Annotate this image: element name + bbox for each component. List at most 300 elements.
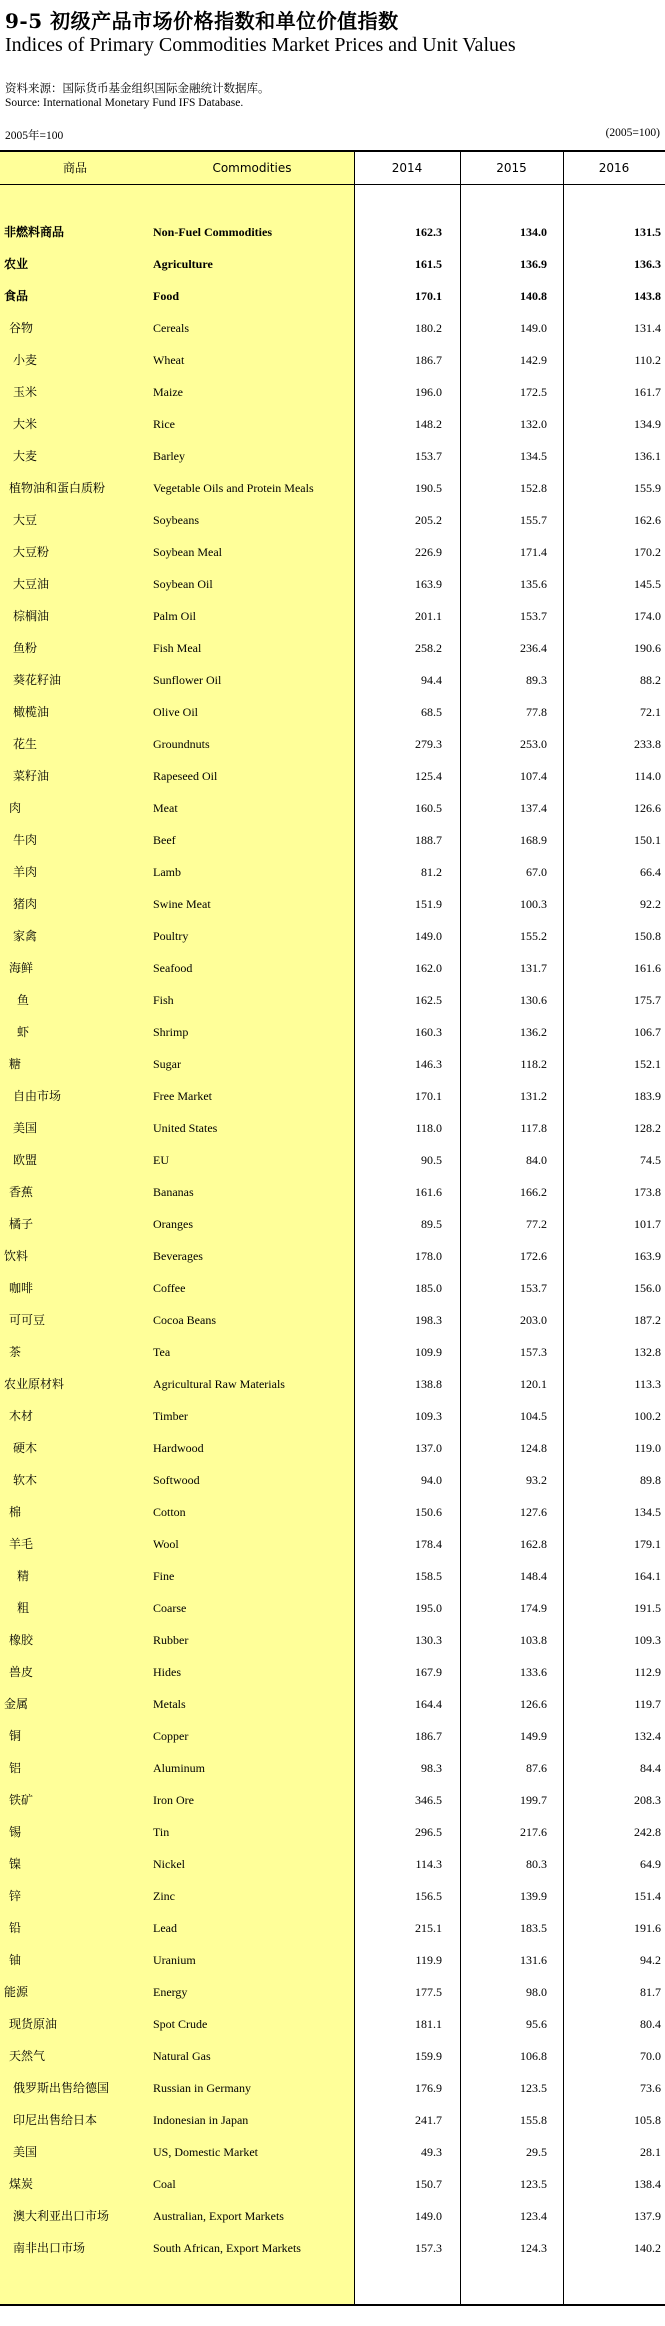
table-row	[0, 472, 665, 504]
commodity-name-cn: 铜	[9, 1729, 22, 1743]
commodity-name-en: Fish Meal	[153, 641, 202, 655]
commodity-name-en: Iron Ore	[153, 1793, 194, 1807]
value-2016: 131.5	[634, 225, 661, 239]
commodity-name-cn: 饮料	[4, 1249, 29, 1263]
table-row	[0, 2168, 665, 2200]
commodity-name-en: Hides	[153, 1665, 181, 1679]
value-2016: 132.8	[634, 1345, 661, 1359]
commodity-name-cn: 镍	[9, 1857, 22, 1871]
commodity-name-cn: 现货原油	[9, 2017, 58, 2031]
commodity-name-cn: 兽皮	[9, 1665, 34, 1679]
commodity-name-en: Poultry	[153, 929, 189, 943]
value-2014: 161.5	[415, 257, 442, 271]
table-row	[0, 600, 665, 632]
commodity-name-cn: 俄罗斯出售给德国	[13, 2081, 110, 2095]
commodity-name-cn: 美国	[13, 1121, 38, 1135]
value-2015: 131.2	[520, 1089, 547, 1103]
commodity-name-cn: 天然气	[9, 2049, 46, 2063]
value-2015: 29.5	[526, 2145, 547, 2159]
value-2015: 80.3	[526, 1857, 547, 1871]
value-2015: 124.8	[520, 1441, 547, 1455]
value-2014: 226.9	[415, 545, 442, 559]
table-row	[0, 248, 665, 280]
commodity-name-en: South African, Export Markets	[153, 2241, 301, 2255]
page-title-cn: 9-5 初级产品市场价格指数和单位价值指数	[5, 9, 399, 33]
header-commodity-cn: 商品	[62, 161, 87, 175]
commodity-name-cn: 牛肉	[13, 833, 38, 847]
commodity-name-en: Australian, Export Markets	[153, 2209, 284, 2223]
value-2016: 74.5	[640, 1153, 661, 1167]
commodity-name-cn: 金属	[4, 1697, 29, 1711]
commodity-name-cn: 谷物	[9, 321, 34, 335]
value-2014: 89.5	[421, 1217, 442, 1231]
commodity-name-cn: 大麦	[13, 449, 38, 463]
value-2015: 152.8	[520, 481, 547, 495]
commodity-name-cn: 铝	[9, 1761, 22, 1775]
value-2015: 134.0	[520, 225, 547, 239]
table-row	[0, 952, 665, 984]
commodity-name-en: EU	[153, 1153, 169, 1167]
value-2015: 183.5	[520, 1921, 547, 1935]
value-2015: 137.4	[520, 801, 547, 815]
commodity-name-en: Fine	[153, 1569, 175, 1583]
value-2015: 123.4	[520, 2209, 547, 2223]
value-2014: 161.6	[415, 1185, 442, 1199]
table-row	[0, 504, 665, 536]
value-2016: 132.4	[634, 1729, 661, 1743]
value-2014: 125.4	[415, 769, 442, 783]
value-2016: 242.8	[634, 1825, 661, 1839]
commodity-name-en: Spot Crude	[153, 2017, 208, 2031]
table-row	[0, 1912, 665, 1944]
table-row	[0, 2040, 665, 2072]
value-2015: 133.6	[520, 1665, 547, 1679]
value-2014: 215.1	[415, 1921, 442, 1935]
value-2014: 190.5	[415, 481, 442, 495]
commodity-name-en: Coffee	[153, 1281, 186, 1295]
table-row	[0, 1752, 665, 1784]
commodity-name-en: Lead	[153, 1921, 177, 1935]
table-row	[0, 1784, 665, 1816]
commodity-name-cn: 澳大利亚出口市场	[13, 2209, 110, 2223]
value-2015: 172.5	[520, 385, 547, 399]
commodity-name-en: Soybean Meal	[153, 545, 222, 559]
table-row	[0, 280, 665, 312]
value-2014: 160.3	[415, 1025, 442, 1039]
value-2015: 199.7	[520, 1793, 547, 1807]
value-2015: 171.4	[520, 545, 547, 559]
value-2016: 110.2	[634, 353, 661, 367]
table-row	[0, 1080, 665, 1112]
value-2015: 166.2	[520, 1185, 547, 1199]
value-2014: 178.4	[415, 1537, 442, 1551]
table-row	[0, 2200, 665, 2232]
value-2015: 98.0	[526, 1985, 547, 1999]
value-2014: 138.8	[415, 1377, 442, 1391]
commodity-name-en: Softwood	[153, 1473, 200, 1487]
value-2014: 188.7	[415, 833, 442, 847]
header-divider	[0, 184, 665, 185]
value-2016: 155.9	[634, 481, 661, 495]
commodity-name-cn: 咖啡	[9, 1281, 34, 1295]
table-row	[0, 792, 665, 824]
value-2014: 159.9	[415, 2049, 442, 2063]
commodity-name-cn: 铀	[9, 1953, 22, 1967]
value-2016: 28.1	[640, 2145, 661, 2159]
value-2014: 180.2	[415, 321, 442, 335]
value-2015: 126.6	[520, 1697, 547, 1711]
commodity-name-cn: 羊毛	[9, 1537, 34, 1551]
table-row	[0, 1720, 665, 1752]
value-2016: 143.8	[634, 289, 661, 303]
table-row	[0, 536, 665, 568]
commodity-name-cn: 羊肉	[13, 865, 38, 879]
value-2016: 70.0	[640, 2049, 661, 2063]
commodity-name-cn: 农业原材料	[4, 1377, 65, 1391]
value-2016: 173.8	[634, 1185, 661, 1199]
value-2016: 175.7	[634, 993, 661, 1007]
commodity-name-en: Soybeans	[153, 513, 199, 527]
value-2015: 172.6	[520, 1249, 547, 1263]
commodity-name-cn: 农业	[4, 257, 29, 271]
value-2014: 163.9	[415, 577, 442, 591]
value-2015: 117.8	[520, 1121, 547, 1135]
commodity-name-en: Cereals	[153, 321, 189, 335]
source-note-cn: 资料来源：国际货币基金组织国际金融统计数据库。	[5, 81, 270, 95]
commodity-name-cn: 肉	[9, 801, 22, 815]
table-row	[0, 312, 665, 344]
value-2016: 233.8	[634, 737, 661, 751]
value-2015: 132.0	[520, 417, 547, 431]
value-2016: 80.4	[640, 2017, 661, 2031]
value-2014: 90.5	[421, 1153, 442, 1167]
table-row	[0, 1880, 665, 1912]
commodity-name-en: Tin	[153, 1825, 170, 1839]
value-2016: 187.2	[634, 1313, 661, 1327]
value-2016: 140.2	[634, 2241, 661, 2255]
commodity-name-en: Tea	[153, 1345, 171, 1359]
value-2016: 183.9	[634, 1089, 661, 1103]
commodity-name-cn: 家禽	[13, 929, 38, 943]
commodity-name-en: Hardwood	[153, 1441, 204, 1455]
value-2014: 153.7	[415, 449, 442, 463]
header-commodity-en: Commodities	[212, 161, 292, 175]
value-2014: 109.9	[415, 1345, 442, 1359]
commodity-name-en: Soybean Oil	[153, 577, 213, 591]
commodity-name-cn: 葵花籽油	[13, 673, 62, 687]
value-2015: 217.6	[520, 1825, 547, 1839]
commodity-name-cn: 橡胶	[9, 1633, 34, 1647]
table-row	[0, 1432, 665, 1464]
commodity-name-en: United States	[153, 1121, 218, 1135]
table-row	[0, 1816, 665, 1848]
table-row	[0, 1336, 665, 1368]
value-2015: 89.3	[526, 673, 547, 687]
value-2015: 155.2	[520, 929, 547, 943]
commodity-name-en: Russian in Germany	[153, 2081, 251, 2095]
value-2016: 138.4	[634, 2177, 661, 2191]
commodity-name-en: Meat	[153, 801, 178, 815]
value-2015: 100.3	[520, 897, 547, 911]
value-2014: 296.5	[415, 1825, 442, 1839]
value-2014: 151.9	[415, 897, 442, 911]
value-2016: 106.7	[634, 1025, 661, 1039]
value-2014: 178.0	[415, 1249, 442, 1263]
value-2016: 179.1	[634, 1537, 661, 1551]
value-2015: 162.8	[520, 1537, 547, 1551]
value-2016: 64.9	[640, 1857, 661, 1871]
value-2014: 49.3	[421, 2145, 442, 2159]
table-row	[0, 2136, 665, 2168]
value-2016: 101.7	[634, 1217, 661, 1231]
commodity-name-cn: 鱼	[17, 993, 30, 1007]
value-2015: 149.0	[520, 321, 547, 335]
commodity-name-en: Food	[153, 289, 180, 303]
value-2015: 149.9	[520, 1729, 547, 1743]
value-2016: 136.1	[634, 449, 661, 463]
value-2014: 162.5	[415, 993, 442, 1007]
commodity-name-cn: 非燃料商品	[4, 225, 65, 239]
commodity-name-en: Metals	[153, 1697, 186, 1711]
commodity-name-en: Agricultural Raw Materials	[153, 1377, 285, 1391]
commodity-name-en: Palm Oil	[153, 609, 197, 623]
value-2014: 149.0	[415, 929, 442, 943]
value-2015: 77.8	[526, 705, 547, 719]
table-row	[0, 1624, 665, 1656]
value-2016: 152.1	[634, 1057, 661, 1071]
value-2014: 196.0	[415, 385, 442, 399]
commodity-name-en: Vegetable Oils and Protein Meals	[153, 481, 314, 495]
commodity-name-cn: 虾	[17, 1025, 30, 1039]
header-year-2014: 2014	[391, 161, 423, 175]
value-2014: 279.3	[415, 737, 442, 751]
table-row	[0, 696, 665, 728]
commodity-name-en: Indonesian in Japan	[153, 2113, 249, 2127]
commodity-name-en: Lamb	[153, 865, 181, 879]
table-row	[0, 664, 665, 696]
commodity-name-cn: 木材	[9, 1409, 34, 1423]
value-2015: 153.7	[520, 609, 547, 623]
table-row	[0, 1016, 665, 1048]
value-2016: 161.6	[634, 961, 661, 975]
commodity-name-cn: 花生	[13, 737, 38, 751]
commodity-name-cn: 粗	[17, 1601, 30, 1615]
table-row	[0, 1272, 665, 1304]
value-2016: 134.5	[634, 1505, 661, 1519]
table-row	[0, 920, 665, 952]
value-2014: 81.2	[421, 865, 442, 879]
value-2016: 150.8	[634, 929, 661, 943]
commodity-name-cn: 糖	[9, 1057, 22, 1071]
value-2015: 155.7	[520, 513, 547, 527]
value-2015: 236.4	[520, 641, 547, 655]
commodity-name-en: Barley	[153, 449, 185, 463]
commodity-name-en: Zinc	[153, 1889, 175, 1903]
value-2014: 94.0	[421, 1473, 442, 1487]
value-2016: 109.3	[634, 1633, 661, 1647]
table-row	[0, 728, 665, 760]
page-title-en: Indices of Primary Commodities Market Prices and Unit Values	[5, 34, 516, 56]
value-2015: 153.7	[520, 1281, 547, 1295]
value-2014: 109.3	[415, 1409, 442, 1423]
value-2014: 160.5	[415, 801, 442, 815]
value-2016: 88.2	[640, 673, 661, 687]
table-row	[0, 1112, 665, 1144]
commodity-name-cn: 棉	[9, 1505, 22, 1519]
commodity-name-cn: 锡	[9, 1825, 22, 1839]
value-2016: 81.7	[640, 1985, 661, 1999]
value-2014: 162.0	[415, 961, 442, 975]
value-2014: 150.6	[415, 1505, 442, 1519]
value-2014: 137.0	[415, 1441, 442, 1455]
value-2014: 94.4	[421, 673, 442, 687]
value-2015: 84.0	[526, 1153, 547, 1167]
commodity-name-en: Wool	[153, 1537, 179, 1551]
commodity-name-en: Free Market	[153, 1089, 212, 1103]
source-note-en: Source: International Monetary Fund IFS Database.	[5, 97, 244, 109]
value-2015: 131.6	[520, 1953, 547, 1967]
commodity-name-en: Copper	[153, 1729, 189, 1743]
value-2014: 176.9	[415, 2081, 442, 2095]
table-row	[0, 1464, 665, 1496]
value-2015: 168.9	[520, 833, 547, 847]
table-row	[0, 1976, 665, 2008]
value-2016: 113.3	[634, 1377, 661, 1391]
value-2015: 124.3	[520, 2241, 547, 2255]
table-row	[0, 2232, 665, 2264]
commodity-name-cn: 铅	[9, 1921, 22, 1935]
value-2014: 198.3	[415, 1313, 442, 1327]
table-row	[0, 216, 665, 248]
commodity-name-cn: 欧盟	[13, 1153, 38, 1167]
commodity-name-en: Seafood	[153, 961, 193, 975]
value-2014: 68.5	[421, 705, 442, 719]
commodity-name-cn: 大豆油	[13, 577, 50, 591]
commodity-name-cn: 茶	[9, 1345, 22, 1359]
commodity-name-cn: 植物油和蛋白质粉	[9, 481, 106, 495]
value-2015: 77.2	[526, 1217, 547, 1231]
commodity-name-cn: 印尼出售给日本	[13, 2113, 98, 2127]
commodity-name-cn: 硬木	[13, 1441, 38, 1455]
commodity-name-cn: 锌	[9, 1889, 22, 1903]
value-2014: 164.4	[415, 1697, 442, 1711]
value-2016: 190.6	[634, 641, 661, 655]
commodity-name-en: Wheat	[153, 353, 185, 367]
commodity-name-cn: 铁矿	[9, 1793, 34, 1807]
value-2014: 130.3	[415, 1633, 442, 1647]
value-2016: 191.5	[634, 1601, 661, 1615]
value-2014: 119.9	[415, 1953, 442, 1967]
commodity-name-cn: 大豆粉	[13, 545, 50, 559]
table-row	[0, 2072, 665, 2104]
table-row	[0, 1240, 665, 1272]
table-row	[0, 1528, 665, 1560]
table-row	[0, 1848, 665, 1880]
table-row	[0, 1496, 665, 1528]
value-2016: 66.4	[640, 865, 661, 879]
commodity-name-en: Sunflower Oil	[153, 673, 222, 687]
commodity-name-en: Sugar	[153, 1057, 181, 1071]
value-2015: 106.8	[520, 2049, 547, 2063]
table-row	[0, 1048, 665, 1080]
table-row	[0, 408, 665, 440]
value-2016: 162.6	[634, 513, 661, 527]
value-2014: 346.5	[415, 1793, 442, 1807]
table-row	[0, 2008, 665, 2040]
value-2015: 104.5	[520, 1409, 547, 1423]
table-row	[0, 344, 665, 376]
value-2016: 163.9	[634, 1249, 661, 1263]
value-2016: 119.7	[634, 1697, 661, 1711]
value-2015: 130.6	[520, 993, 547, 1007]
commodity-name-cn: 食品	[4, 289, 29, 303]
table-row	[0, 2104, 665, 2136]
value-2016: 92.2	[640, 897, 661, 911]
commodity-name-en: Cocoa Beans	[153, 1313, 216, 1327]
value-2014: 195.0	[415, 1601, 442, 1615]
value-2015: 118.2	[520, 1057, 547, 1071]
commodity-name-cn: 棕榈油	[13, 609, 50, 623]
value-2016: 114.0	[634, 769, 661, 783]
value-2015: 157.3	[520, 1345, 547, 1359]
table-row	[0, 1944, 665, 1976]
value-2015: 93.2	[526, 1473, 547, 1487]
table-row	[0, 888, 665, 920]
table-row	[0, 1560, 665, 1592]
value-2016: 134.9	[634, 417, 661, 431]
commodity-name-cn: 鱼粉	[13, 641, 38, 655]
commodity-name-en: Agriculture	[153, 257, 213, 271]
commodity-name-cn: 玉米	[13, 385, 38, 399]
commodity-name-cn: 大米	[13, 417, 38, 431]
value-2015: 127.6	[520, 1505, 547, 1519]
value-2015: 123.5	[520, 2081, 547, 2095]
value-2015: 142.9	[520, 353, 547, 367]
value-2015: 103.8	[520, 1633, 547, 1647]
commodity-name-en: Cotton	[153, 1505, 186, 1519]
value-2014: 170.1	[415, 289, 442, 303]
commodity-name-cn: 可可豆	[9, 1313, 46, 1327]
commodity-name-cn: 煤炭	[9, 2177, 34, 2191]
value-2016: 94.2	[640, 1953, 661, 1967]
table-row	[0, 1176, 665, 1208]
commodity-name-en: Beverages	[153, 1249, 203, 1263]
value-2014: 157.3	[415, 2241, 442, 2255]
value-2015: 134.5	[520, 449, 547, 463]
commodity-name-en: US, Domestic Market	[153, 2145, 258, 2159]
commodity-name-cn: 菜籽油	[13, 769, 50, 783]
table-row	[0, 856, 665, 888]
value-2016: 84.4	[640, 1761, 661, 1775]
value-2015: 87.6	[526, 1761, 547, 1775]
value-2016: 150.1	[634, 833, 661, 847]
value-2014: 186.7	[415, 353, 442, 367]
value-2015: 155.8	[520, 2113, 547, 2127]
table-row	[0, 1304, 665, 1336]
table-row	[0, 1144, 665, 1176]
value-2014: 170.1	[415, 1089, 442, 1103]
value-2014: 146.3	[415, 1057, 442, 1071]
table-row	[0, 1592, 665, 1624]
commodity-name-en: Oranges	[153, 1217, 193, 1231]
commodity-name-cn: 猪肉	[13, 897, 38, 911]
value-2016: 151.4	[634, 1889, 661, 1903]
commodity-name-en: Maize	[153, 385, 183, 399]
commodity-name-cn: 能源	[4, 1985, 29, 1999]
value-2015: 131.7	[520, 961, 547, 975]
value-2014: 258.2	[415, 641, 442, 655]
value-2016: 137.9	[634, 2209, 661, 2223]
